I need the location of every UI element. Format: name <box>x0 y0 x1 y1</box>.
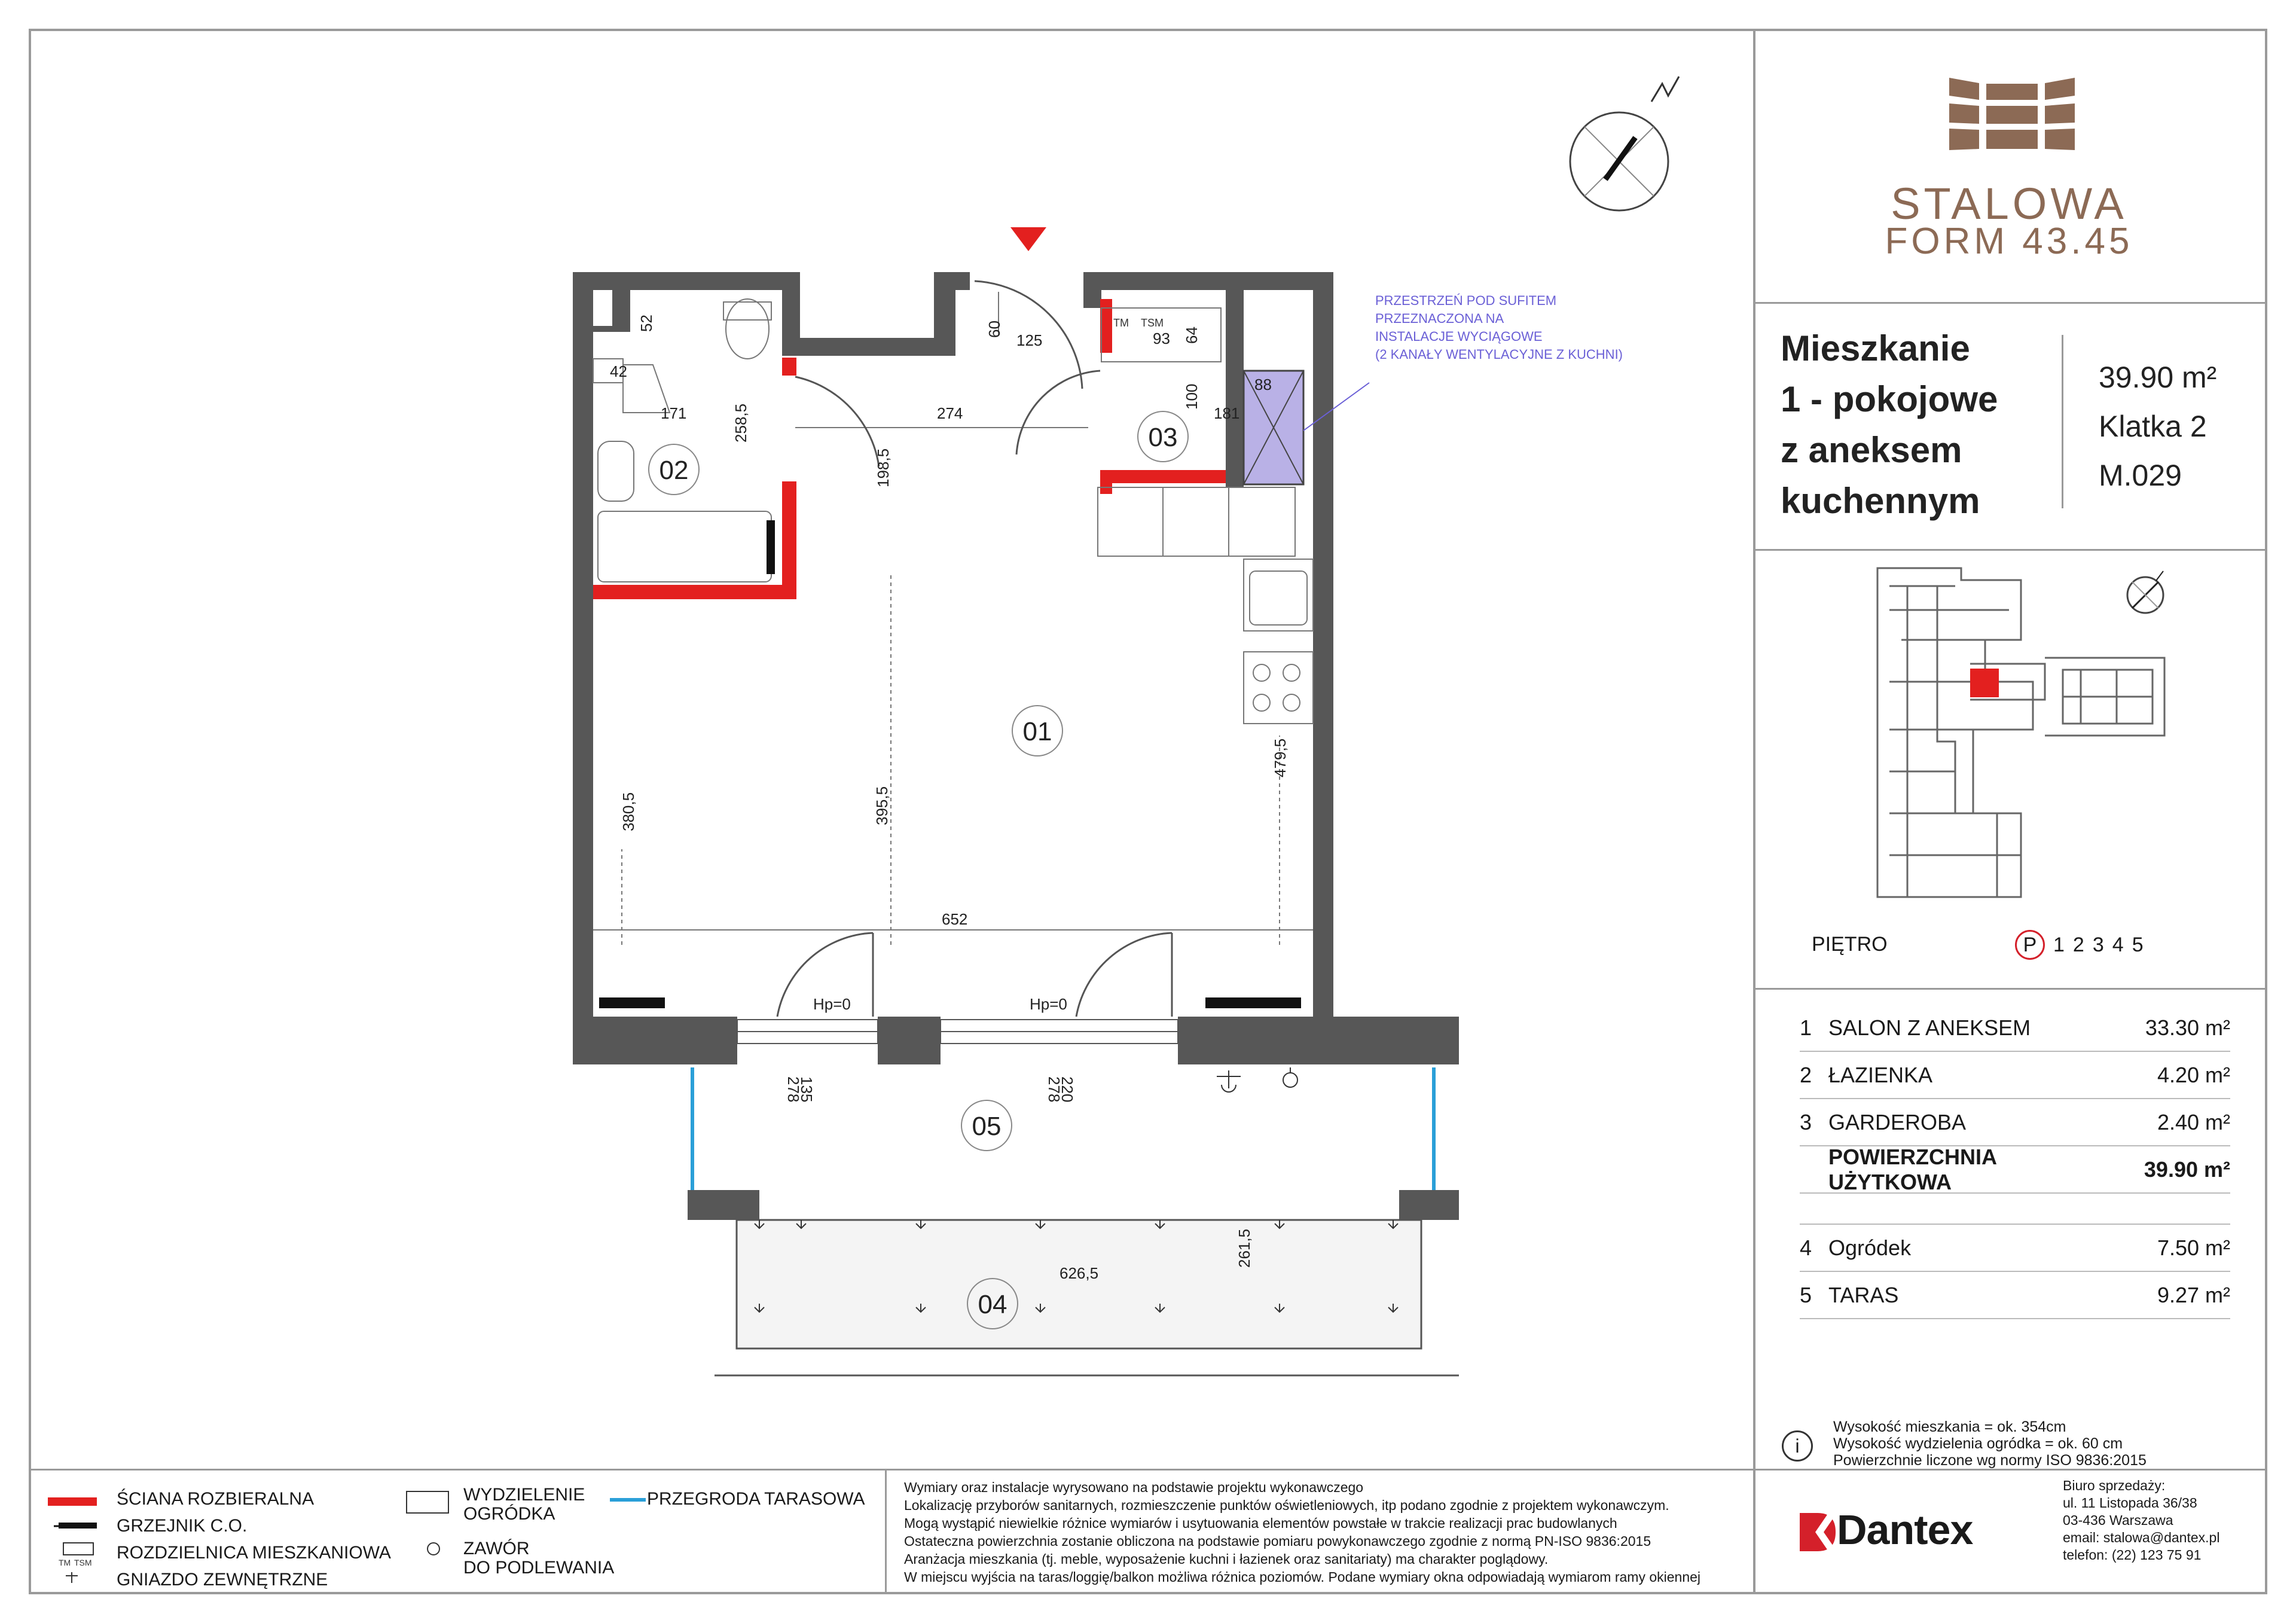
entrance-marker-icon <box>1010 227 1046 251</box>
svg-text:171: 171 <box>661 404 687 422</box>
footer-divider <box>29 1469 1754 1471</box>
notes-divider <box>1754 1469 2267 1471</box>
disclaimer: Wymiary oraz instalacje wyrysowano na podstawie projektu wykonawczego Lokalizację przyborów sanitarnych, rozmieszczenie punktów oświetleniowych, itp podano zgodnie z projektem wykonawczym. Mogą wystąpić niewielkie różnice wymiarów i usytuowania elementów powstałe w trakcie realizacji prac budowlanych Ostateczna powierzchnia zostanie obliczona na podstawie pomiaru powykonawczego zgodnie z normą PN-ISO 9836:2015 Aranżacja mieszkania (tj. meble, wyposażenie kuchni i łazienek oraz sanitariaty) ma charakter poglądowy. W miejscu wyjścia na taras/loggię/balkon możliwa różnica poziomów. Podane wymiary okna odpowiadają wymiarom ramy okiennej <box>904 1479 1701 1585</box>
apartment-staircase: Klatka 2 <box>2099 410 2207 443</box>
legend-valve-swatch <box>428 1543 439 1555</box>
legend-distributor: ROZDZIELNICA MIESZKANIOWA <box>117 1543 391 1563</box>
svg-text:TM: TM <box>1113 317 1129 329</box>
company-name: Dantex <box>1837 1506 1973 1553</box>
svg-text:258,5: 258,5 <box>732 403 750 443</box>
svg-text:125: 125 <box>1016 331 1043 349</box>
floor-option: 1 <box>2053 933 2065 956</box>
legend-partition: PRZEGRODA TARASOWA <box>647 1489 865 1509</box>
doors <box>777 281 1172 1017</box>
info-icon: i <box>1782 1430 1813 1462</box>
brand-subtitle: FORM 43.45 <box>1885 221 2133 262</box>
floor-option: 2 <box>2072 933 2084 956</box>
title-divider <box>1754 549 2267 551</box>
legend-valve: ZAWÓR DO PODLEWANIA <box>463 1539 615 1578</box>
svg-text:TM: TM <box>59 1558 71 1567</box>
total-area-row: POWIERZCHNIA UŻYTKOWA 39.90 m² <box>1800 1146 2230 1194</box>
apartment-info <box>2099 353 2216 500</box>
apartment-area: 39.90 m² <box>2099 361 2217 394</box>
svg-text:181: 181 <box>1214 404 1240 422</box>
brand-name: STALOWA <box>1891 179 2127 228</box>
svg-text:395,5: 395,5 <box>873 786 891 825</box>
room-label: 04 <box>978 1290 1007 1319</box>
svg-text:TSM: TSM <box>74 1558 92 1567</box>
footer-sep-1 <box>885 1469 887 1594</box>
svg-text:52: 52 <box>637 315 655 332</box>
svg-text:60: 60 <box>985 321 1003 338</box>
legend-wall: ŚCIANA ROZBIERALNA <box>117 1489 315 1509</box>
external-socket-icon <box>1217 1070 1241 1092</box>
room-label: 05 <box>972 1112 1002 1141</box>
height-notes: Wysokość mieszkania = ok. 354cm Wysokość wydzielenia ogródka = ok. 60 cm Powierzchnie liczone wg normy ISO 9836:2015 <box>1833 1418 2147 1469</box>
dimensions <box>610 315 1289 1282</box>
vent-note: INSTALACJE WYCIĄGOWE <box>1375 329 1543 344</box>
svg-text:93: 93 <box>1153 330 1170 347</box>
svg-text:64: 64 <box>1183 327 1201 344</box>
svg-text:88: 88 <box>1254 376 1272 393</box>
legend-socket: GNIAZDO ZEWNĘTRZNE <box>117 1570 328 1590</box>
svg-text:652: 652 <box>942 910 968 928</box>
legend-radiator-swatch <box>59 1523 97 1529</box>
brand-divider <box>1754 302 2267 304</box>
svg-text:135: 135 <box>798 1076 816 1103</box>
room-label: 01 <box>1022 717 1052 746</box>
floor-divider <box>1754 988 2267 990</box>
legend-garden-swatch <box>407 1491 448 1513</box>
svg-text:278: 278 <box>784 1076 802 1103</box>
distributor-label <box>1113 317 1164 329</box>
legend-socket-swatch <box>66 1572 78 1583</box>
svg-text:TSM: TSM <box>1141 317 1164 329</box>
title-sep <box>2062 335 2063 508</box>
svg-text:Hp=0: Hp=0 <box>813 995 851 1013</box>
svg-text:42: 42 <box>610 362 627 380</box>
room-row: 2 ŁAZIENKA 4.20 m² <box>1800 1052 2230 1099</box>
floor-option: 3 <box>2092 933 2104 956</box>
room-label: 02 <box>659 456 689 485</box>
svg-text:198,5: 198,5 <box>874 448 892 487</box>
vent-note: PRZEZNACZONA NA <box>1375 311 1504 326</box>
building-keyplan <box>1866 562 2200 921</box>
vent-note: (2 KANAŁY WENTYLACYJNE Z KUCHNI) <box>1375 347 1623 362</box>
compass-icon <box>1570 77 1679 210</box>
svg-text:278: 278 <box>1045 1076 1063 1103</box>
floor-option: 4 <box>2112 933 2124 956</box>
legend-distributor-swatch <box>63 1543 93 1555</box>
garden-area <box>737 1220 1421 1349</box>
svg-text:220: 220 <box>1058 1076 1076 1103</box>
room-label: 03 <box>1148 423 1178 452</box>
keyplan-compass-icon <box>2127 571 2163 613</box>
svg-text:380,5: 380,5 <box>619 792 637 831</box>
svg-text:479,5: 479,5 <box>1271 738 1289 777</box>
svg-text:261,5: 261,5 <box>1235 1228 1253 1268</box>
extra-row: 5 TARAS 9.27 m² <box>1800 1272 2230 1319</box>
apartment-unit: M.029 <box>2099 459 2182 492</box>
sales-office: Biuro sprzedaży: ul. 11 Listopada 36/38 03-436 Warszawa email: stalowa@dantex.pl telefon: (22) 123 75 91 <box>2063 1478 2220 1563</box>
spacer-row <box>1800 1194 2230 1225</box>
valve-icon <box>1283 1073 1297 1087</box>
room-row: 3 GARDEROBA 2.40 m² <box>1800 1099 2230 1146</box>
apartment-title: Mieszkanie 1 - pokojowe z aneksem kuchennym <box>1781 328 1998 521</box>
floor-label: PIĘTRO <box>1812 933 1888 956</box>
svg-text:Hp=0: Hp=0 <box>1030 995 1067 1013</box>
svg-text:626,5: 626,5 <box>1060 1264 1099 1282</box>
floor-option: 5 <box>2132 933 2144 956</box>
brand-logo-icon <box>1943 75 2081 170</box>
svg-text:100: 100 <box>1183 383 1201 410</box>
keyplan-unit-marker <box>1970 669 1999 697</box>
room-row: 1 SALON Z ANEKSEM 33.30 m² <box>1800 1005 2230 1052</box>
legend-radiator: GRZEJNIK C.O. <box>117 1516 248 1536</box>
vent-note: PRZESTRZEŃ POD SUFITEM <box>1375 293 1557 308</box>
extra-row: 4 Ogródek 7.50 m² <box>1800 1225 2230 1272</box>
legend-garden: WYDZIELENIE OGRÓDKA <box>463 1485 585 1524</box>
right-panel-divider <box>1753 29 1755 1594</box>
room-table <box>1800 1005 2230 1319</box>
floor-current: P <box>2015 930 2045 960</box>
svg-text:274: 274 <box>937 404 963 422</box>
interior-lines <box>593 292 1313 945</box>
legend-wall-swatch <box>48 1497 97 1506</box>
windows <box>737 1020 1178 1044</box>
floor-selector <box>2015 930 2144 960</box>
